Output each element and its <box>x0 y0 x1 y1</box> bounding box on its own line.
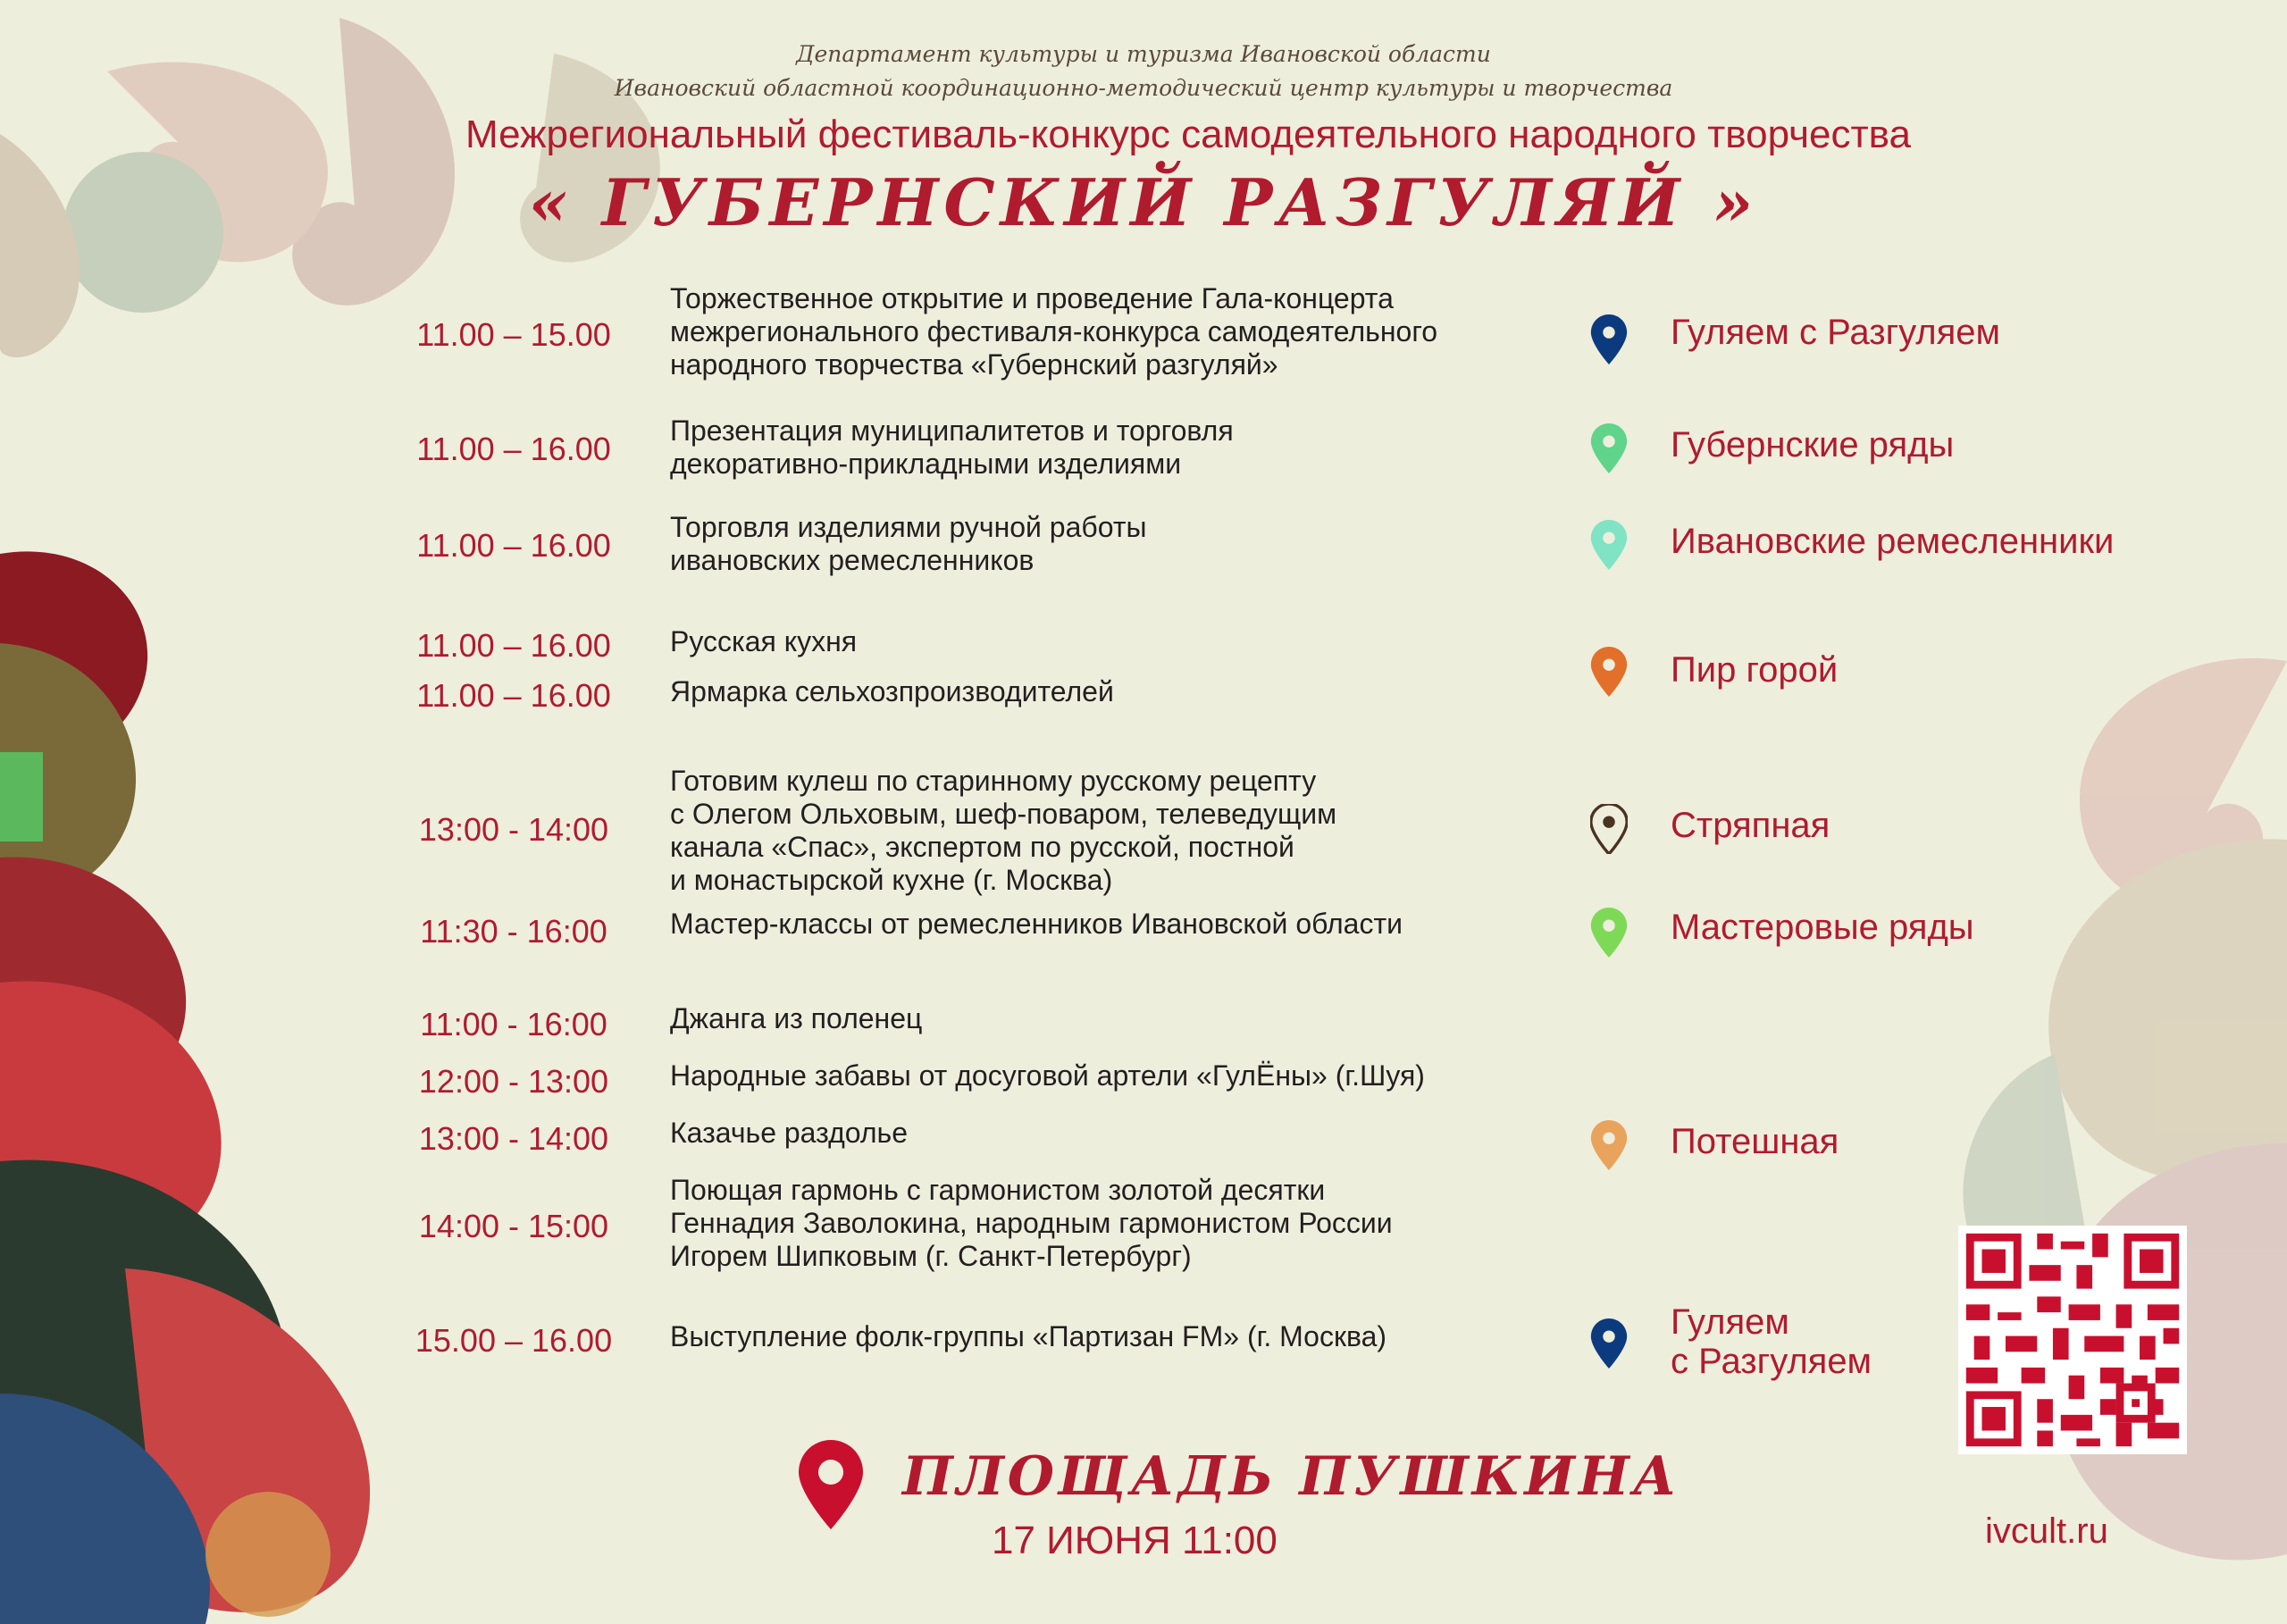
department-line-2: Ивановский областной координационно-методический центр культуры и творчества <box>614 75 1673 101</box>
description-line: Поющая гармонь с гармонистом золотой десятки <box>670 1174 1326 1206</box>
event-date: 17 ИЮНЯ 11:00 <box>992 1519 1278 1562</box>
description-line: Презентация муниципалитетов и торговля <box>670 414 1234 447</box>
schedule-time: 13:00 - 14:00 <box>418 811 609 848</box>
festival-title: « ГУБЕРНСКИЙ РАЗГУЛЯЙ » <box>528 164 1759 240</box>
location-pin-icon <box>1590 520 1628 570</box>
schedule-description <box>670 1059 1581 1092</box>
venue-label: Гуляем с Разгуляем <box>1671 313 2001 352</box>
venue-name: ПЛОЩАДЬ ПУШКИНА <box>902 1445 1680 1508</box>
schedule-time: 11.00 – 16.00 <box>416 627 611 664</box>
description-line: и монастырской кухне (г. Москва) <box>670 864 1113 896</box>
description-line: народного творчества «Губернский разгуляй» <box>670 348 1278 381</box>
schedule-description <box>670 625 1581 658</box>
schedule-description <box>670 1117 1581 1150</box>
description-line: Торжественное открытие и проведение Гала-концерта <box>670 282 1394 314</box>
description-line: Мастер-классы от ремесленников Ивановской области <box>670 908 1403 940</box>
description-line: канала «Спас», экспертом по русской, постной <box>670 831 1294 863</box>
location-pin-icon <box>1590 804 1628 854</box>
venue-label: Ивановские ремесленники <box>1671 522 2115 561</box>
description-line: Народные забавы от досуговой артели «ГулЁны» (г.Шуя) <box>670 1059 1425 1092</box>
schedule-time: 11.00 – 15.00 <box>416 316 611 353</box>
description-line: с Олегом Ольховым, шеф-поваром, телеведущим <box>670 798 1337 830</box>
description-line: Выступление фолк-группы «Партизан FM» (г. Москва) <box>670 1320 1387 1352</box>
schedule-time: 12:00 - 13:00 <box>418 1063 609 1100</box>
description-line: декоративно-прикладными изделиями <box>670 448 1182 480</box>
schedule-time: 14:00 - 15:00 <box>418 1208 609 1244</box>
schedule-description <box>670 282 1581 381</box>
venue-label: Потешная <box>1671 1122 1839 1161</box>
description-line: ивановских ремесленников <box>670 544 1035 576</box>
schedule-time: 11.00 – 16.00 <box>416 527 611 564</box>
qr-code <box>1958 1226 2187 1454</box>
schedule-description <box>670 908 1581 941</box>
department-line-1: Департамент культуры и туризма Ивановской области <box>796 41 1491 67</box>
website-link[interactable]: ivcult.ru <box>1985 1511 2108 1551</box>
schedule-description <box>670 675 1581 708</box>
location-pin-icon <box>1590 908 1628 958</box>
venue-label: Пир горой <box>1671 650 1839 690</box>
venue-label: Губернские ряды <box>1671 425 1955 465</box>
description-line: Русская кухня <box>670 625 858 657</box>
schedule-description <box>670 1174 1581 1273</box>
venue-label <box>1671 1302 1872 1381</box>
venue-label-line: Гуляем <box>1671 1302 1789 1342</box>
location-pin-icon <box>1590 1318 1628 1369</box>
description-line: Ярмарка сельхозпроизводителей <box>670 675 1114 707</box>
location-pin-icon <box>799 1440 863 1529</box>
schedule-description <box>670 1002 1581 1035</box>
location-pin-icon <box>1590 1120 1628 1170</box>
venue-label-line: с Разгуляем <box>1671 1342 1872 1381</box>
description-line: Торговля изделиями ручной работы <box>670 511 1147 543</box>
description-line: Игорем Шипковым (г. Санкт-Петербург) <box>670 1240 1192 1272</box>
schedule-time: 15.00 – 16.00 <box>415 1322 613 1359</box>
festival-subtitle: Межрегиональный фестиваль-конкурс самодеятельного народного творчества <box>465 113 1912 156</box>
venue-label: Мастеровые ряды <box>1671 908 1974 947</box>
location-pin-icon <box>1590 423 1628 473</box>
schedule-time: 13:00 - 14:00 <box>418 1120 609 1157</box>
schedule-time: 11:30 - 16:00 <box>420 913 607 950</box>
schedule-description <box>670 511 1581 577</box>
schedule-description <box>670 1320 1581 1353</box>
description-line: Геннадия Заволокина, народным гармонистом России <box>670 1207 1393 1239</box>
location-pin-icon <box>1590 314 1628 364</box>
schedule-time: 11:00 - 16:00 <box>420 1006 607 1042</box>
schedule-description <box>670 414 1581 481</box>
venue-label: Стряпная <box>1671 806 1830 845</box>
description-line: Джанга из поленец <box>670 1002 923 1034</box>
schedule-time: 11.00 – 16.00 <box>416 431 611 467</box>
location-pin-icon <box>1590 647 1628 697</box>
schedule-description <box>670 765 1581 897</box>
description-line: Готовим кулеш по старинному русскому рецепту <box>670 765 1317 797</box>
description-line: Казачье раздолье <box>670 1117 908 1149</box>
description-line: межрегионального фестиваля-конкурса самодеятельного <box>670 315 1438 347</box>
schedule-time: 11.00 – 16.00 <box>416 677 611 714</box>
